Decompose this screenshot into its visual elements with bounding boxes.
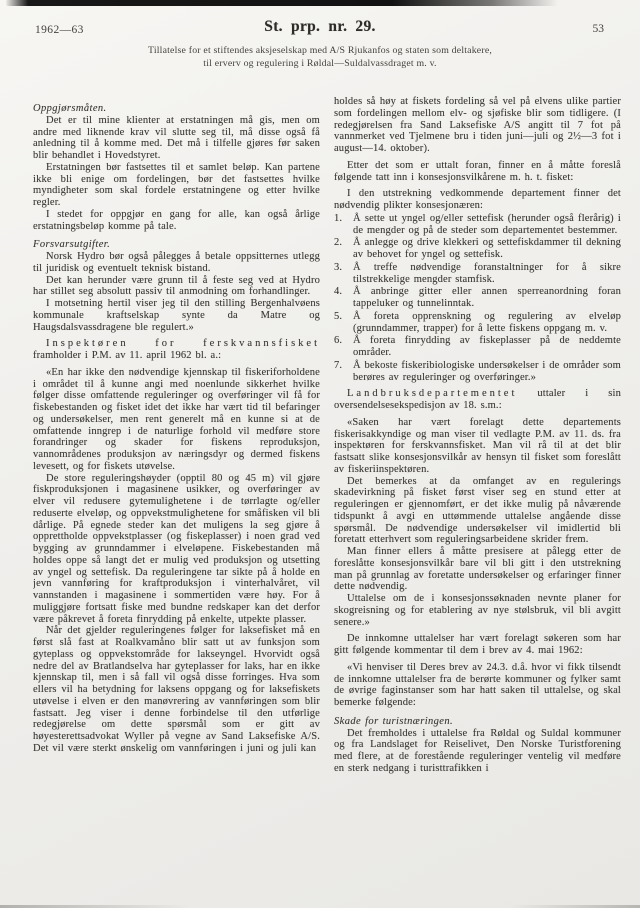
- body-columns: [33, 96, 621, 866]
- numbered-list-item: [334, 213, 621, 237]
- list-item-text: Å foreta finrydding av fiskeplasser på de neddemte områder.: [353, 335, 621, 358]
- right-column: [334, 96, 621, 866]
- numbered-list-item: [334, 360, 621, 384]
- numbered-list-item: [334, 311, 621, 335]
- paragraph: «En har ikke den nødvendige kjennskap til fiskeriforholdene i området til å kunne angi med noenlunde sikkerhet hvilke følger disse omfattende reguleringer og overføringer vil få for fiskebestanden og fisket idet det ikke har vært tid til befaringer og undersøkelser, men rent generelt må en kunne si at de omfattende inngrep i de naturlige forhold vil medføre store forandringer og skader for fiskens reproduksjon, vannområdenes produksjon av næringsdyr og dermed fiskens levesett, og for fiskets utøvelse.: [33, 366, 320, 472]
- paragraph: De innkomne uttalelser har vært forelagt søkeren som har gitt følgende kommentar til dem i brev av 4. mai 1962:: [334, 633, 621, 656]
- paragraph: Erstatningen bør fastsettes til et samlet beløp. Kan partene ikke bli enige om fordelingen, bør det fastsettes hvilke myndigheter som skal fordele erstatningene og etter hvilke regler.: [33, 161, 320, 208]
- list-item-text: Å foreta opprenskning og regulering av elveløp (grunndammer, trapper) for å lette fiskens oppgang m. v.: [353, 310, 621, 334]
- section-heading: Forsvarsutgifter.: [33, 239, 111, 251]
- paragraph: holdes så høy at fiskets fordeling så vel på elvens ulike partier som fordelingen mellom elv- og sjøfiske blir som tidligere. (I redegjørelsen fra Sand Laksefiske A/S angitt til 7 fot på vannmerket ved Tjelmene bru i tiden juni—juli og 2½—3 fot i august—14. oktober).: [334, 96, 621, 154]
- list-item-text: Å bekoste fiskeribiologiske undersøkelser i de områder som berøres av reguleringer og overføringer.»: [353, 359, 621, 383]
- list-number: 6.: [334, 335, 343, 347]
- section-heading: Skade for turistnæringen.: [334, 715, 454, 727]
- paragraph: Når det gjelder reguleringenes følger for laksefisket må en først slå fast at Roalkvamåno blir satt ut av funksjon som gyteplass og oppvekstområde for lakseyngel. Hvorvidt også nedre del av Bratlandselva har gyteplasser for laks, har en ikke kjennskap til, men i så fall vil også disse forringes. Hva som ellers vil ha betydning for laksens oppgang og for laksefiskets utøvelse i elven er den manøvrering av vannføringen som blir fastsatt. Jeg viser i denne forbindelse til den utførlige redegjørelse om dette spørsmål som er gitt av høyesterettsadvokat Wyller på vegne av Sand Laksefiske A/S. Det vil være sterkt ønskelig om vannføringen i juni og juli kan: [33, 625, 320, 754]
- left-column: [33, 96, 320, 866]
- document-subtitle: [0, 45, 640, 70]
- paragraph: I den utstrekning vedkommende departement finner det nødvendig plikter konsesjonæren:: [334, 188, 621, 211]
- paragraph: I stedet for oppgjør en gang for alle, kan også årlige erstatningsbeløp komme på tale.: [33, 208, 320, 232]
- document-title: St. prp. nr. 29.: [264, 18, 376, 35]
- paragraph: Etter det som er uttalt foran, finner en å måtte foreslå følgende tatt inn i konsesjonsvilkårene m. h. t. fisket:: [334, 159, 621, 183]
- session-year: 1962—63: [35, 24, 84, 36]
- paragraph: «Saken har vært forelagt dette departements fiskerisakkyndige og man viser til vedlagte P.M. av 11. ds. fra inspektøren for ferskvannsfisket. Man vil rå til at det blir fastsatt slike konsesjonsvilkår av hensyn til fisket som foreslått av fiskeriinspektøren.: [334, 416, 621, 475]
- numbered-list-item: [334, 237, 621, 261]
- paragraph: Uttalelse om de i konsesjonssøknaden nevnte planer for skogreisning og for etablering av nye stølsbruk, vil bli avgitt senere.»: [334, 593, 621, 628]
- subtitle-line-1: Tillatelse for et stiftendes aksjeselskap med A/S Rjukanfos og staten som deltakere,: [147, 45, 493, 56]
- numbered-list-item: [334, 286, 621, 310]
- list-number: 7.: [334, 359, 343, 371]
- spaced-authority-name: Inspektøren for ferskvannsfisket: [46, 338, 320, 350]
- list-number: 3.: [334, 261, 343, 273]
- list-item-text: Å treffe nødvendige foranstaltninger for å sikre tilstrekkelige mengder stamfisk.: [353, 261, 621, 285]
- paragraph: Det kan herunder være grunn til å feste seg ved at Hydro har stillet seg absolutt passiv til anmodning om forhandlinger.: [33, 274, 320, 298]
- spaced-authority-name: Landbruksdepartementet: [347, 388, 518, 400]
- paragraph: «Vi henviser til Deres brev av 24.3. d.å. hvor vi fikk tilsendt de innkomne uttalelser fra de berørte kommuner og fylker samt de øvrige faginstanser som har hatt saken til uttalelse, og skal bemerke følgende:: [334, 661, 621, 708]
- spaced-lead-paragraph: Landbruksdepartementet uttaler i sin oversendelsesekspedisjon av 18. s.m.:: [334, 388, 621, 411]
- list-number: 5.: [334, 310, 343, 322]
- numbered-list-item: [334, 335, 621, 359]
- paragraph: Det fremholdes i uttalelse fra Røldal og Suldal kommuner og fra Landslaget for Reiselivet, Den Norske Turistforening med flere, at de forestående reguleringer ventelig vil medføre en sterk nedgang i turisttrafikken i: [334, 727, 621, 774]
- page-number: 53: [592, 23, 604, 35]
- paragraph: Det er til mine klienter at erstatningen må gis, men om andre med liknende krav vil slutte seg til, må disse også få anledning til å komme med. Det må i tilfelle gjøres før saken blir behandlet i Hovedstyret.: [33, 114, 320, 161]
- list-item-text: Å anlegge og drive klekkeri og settefiskdammer til dekning av behovet for yngel og settefisk.: [353, 237, 621, 260]
- list-number: 1.: [334, 212, 343, 224]
- section-heading: Oppgjørsmåten.: [33, 103, 107, 114]
- paragraph: De store reguleringshøyder (opptil 80 og 45 m) vil gjøre fiskproduksjonen i magasinene usikker, og overføringer av elver vil redusere gytemulighetene i de tørrlagte og/eller reduserte elveløp, og oppvekstmulighetene for småfisken vil bli dårlige. På egnede steder kan det muligens la seg gjøre å opprettholde oppvekstplasser (og fiskeplasser) i noen grad ved bygging av grunndammer i elveløpene. Fiskebestanden må holdes oppe så langt det er mulig ved produksjon og utsetting av yngel og settefisk. Da reguleringene tar sikte på å holde en jevn vannføring for kraftproduksjon i vinterhalvåret, vil vannstanden i magasinene i sommertiden være høy. For å muliggjøre fortsatt fiske med bundne redskaper kan det derfor være påkrevet å foreta finrydding på enkelte, utpekte plasser.: [33, 472, 320, 625]
- numbered-list-item: [334, 262, 621, 286]
- scan-artifact-bar: [6, 0, 558, 6]
- list-item-text: Å sette ut yngel og/eller settefisk (herunder også flerårig) i de mengder og på de steder som departementet bestemmer.: [353, 212, 621, 236]
- list-item-text: Å anbringe gitter eller annen sperreanordning foran tappeluker og tunnelinntak.: [353, 286, 621, 309]
- list-number: 4.: [334, 286, 343, 298]
- spaced-lead-paragraph: Inspektøren for ferskvannsfisket framholder i P.M. av 11. april 1962 bl. a.:: [33, 338, 320, 361]
- paragraph: Man finner ellers å måtte presisere at pålegg etter de foreslåtte konsesjonsvilkår bare vil bli gitt i den utstrekning man på grunnlag av foretatte undersøkelser og erfaringer finner dette nødvendig.: [334, 546, 621, 593]
- list-number: 2.: [334, 237, 343, 249]
- paragraph: I motsetning hertil viser jeg til den stilling Bergenhalvøens kommunale kraftselskap synte da Matre og Haugsdalsvassdragene ble regulert.»: [33, 298, 320, 333]
- subtitle-line-2: til erverv og regulering i Røldal—Suldalvassdraget m. v.: [203, 57, 437, 69]
- paragraph: Det bemerkes at da omfanget av en regulerings skadevirkning på fisket først viser seg en stund etter at reguleringen er gjennomført, er det ikke mulig på nåværende tidspunkt å avgi en uttømmende uttalelse angående disse spørsmål. De nødvendige undersøkelser vil imidlertid bli foretatt etterhvert som reguleringsarbeidene skrider frem.: [334, 475, 621, 546]
- paragraph: Norsk Hydro bør også pålegges å betale oppsitternes utlegg til juridisk og eventuelt teknisk bistand.: [33, 251, 320, 274]
